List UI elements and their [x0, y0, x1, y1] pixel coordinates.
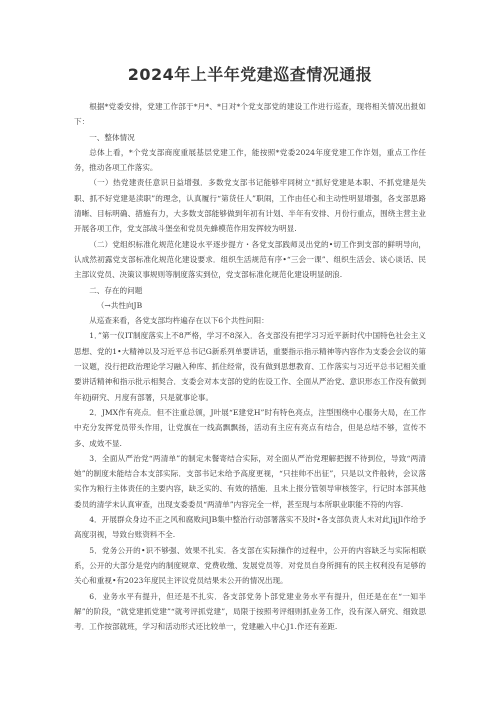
- document-title: 2024年上半年党建巡查情况通报: [127, 65, 373, 84]
- issue-item-1: 1．”第一仪IT制度落实上不8严格，学习不8深入．各支部没有把学习习近平新时代中国特色社会主义思想、党的1•大精神以及习近平总书记G新系列单要讲话，重要指示指示精神等内容作为支委会会议的第一议题，没行把政治理论学习融入种库、抓住经常，没有做到思想教育、工作落实与习近平总书记相关重要讲话精神和指示批示相契合．支委会对本支部的党的佐设工作、全面从严治党、意识形态工作没有做到年初j研究、月度有部署，只是就事论事。: [74, 331, 426, 402]
- issue-item-3: 3．全面从严治党“两清单”的制定未餐寄结合实际，对全面从严治党理解把握不待到位，导致“两清她”的制度未能结合本支部实际．支部书记未给予高度更视，“只挂帅不出征”，只是以文件般转，会议落实作为粮行主体责任的主要内容，缺乏实的、有效的措施．且未上报分管领导审核签字，行记时本部其他委员的清学未认真审查，出现支委委员“两清单”内容完全一样，甚至现与本所职业职能不符的内容.: [74, 453, 426, 509]
- overview-paragraph: 总体上看，*个党支部商度重展基层党建工作，能按照*党委2024年度党建工作诈划，重点工作任务，推动各项工作落实。: [74, 147, 426, 173]
- section-heading-problems: 二、存在的问题: [89, 285, 143, 295]
- issue-item-5: 5．党务公开的•识不够强、效果不扎实．各支部在实际操作的过程中，公开的内容缺乏与实际相联系，公开的大部分是党内的制度规章、党费收缴、发展党员等．对党员自身所拥有的民主权利没有足够的关心和重视•有2023年度民主评议党员结果未公开的情况出现。: [74, 545, 426, 586]
- issue-item-2: 2．JMX作有亮点．但不注重总颁，J叶展“E建党H”时有特色亮点，注型围绕中心服务大局，在工作中充分发挥党员带头作用，让党旗在一线高飘飘扬，活动有主应有亮点有结合，但是总结不够，宣传不多、成效不显.: [74, 407, 426, 448]
- overview-point-1: （一）热党建责任意识日益增强．多数党支部书记能够牢同树立“抓好党建是本职、不抓党建是失职、抓不好党建是渎职”的理念，认真履行“第货任人”职闹，工作由任心和主动性明显增强，各支部思路清晰、目标明确、措施有力，大多数支部能够做到年初有计划、半年有安排、月份行重点，围绕主营主业开展各项工作，党支部战斗堡垒和党员先蜂模范作用发挥较为明显.: [74, 178, 426, 234]
- common-issues-intro: 从巡查来看，各党支部均杵遍存在以下6个共性问阳：: [89, 316, 269, 326]
- issue-item-6: 6．业务水平有提升，但还是不扎实．各支部党务卜部党建业务水平有提升，但还是在在“一知半解”的阶段，“就党建抓党建”“就考评抓党建”，局限于按照考评细则抓业务工作，没有深入研究、细致思考．工作按部就班，学习和活动形式还比较单一，党建融入中心J1.作还有差距.: [74, 591, 426, 632]
- issue-item-4: 4．开展群众身边不正之风和腐败问JB集中整治行动部署落实不及时•各支部负责人未对此JijJl作给予高度羽视，导致台账资料不全.: [74, 515, 426, 540]
- section-heading-overview: 一、整体情况: [89, 132, 135, 142]
- subsection-heading-common-issues: （→共性向JB: [96, 300, 143, 310]
- intro-paragraph: 根据*党委安排，党建工作部于*月*、*日对*个党支部党的建设工作进行巡查，现将相关情况出报如下：: [74, 102, 426, 127]
- overview-point-2: （二）党组织标准化规范化建设水平逐步提方・各党支部践师灵出党的•切工作到支部的鲜明导向，认成然初露党支部标准化规范化建设要求．组织生活规范有序•“三会一课”、组织生活会、谈心谈话、民主部议党员、决策议事规则等制度落实到位，党支部标准化规范化建设明显朗浪.: [74, 239, 426, 280]
- document-body: [74, 99, 426, 634]
